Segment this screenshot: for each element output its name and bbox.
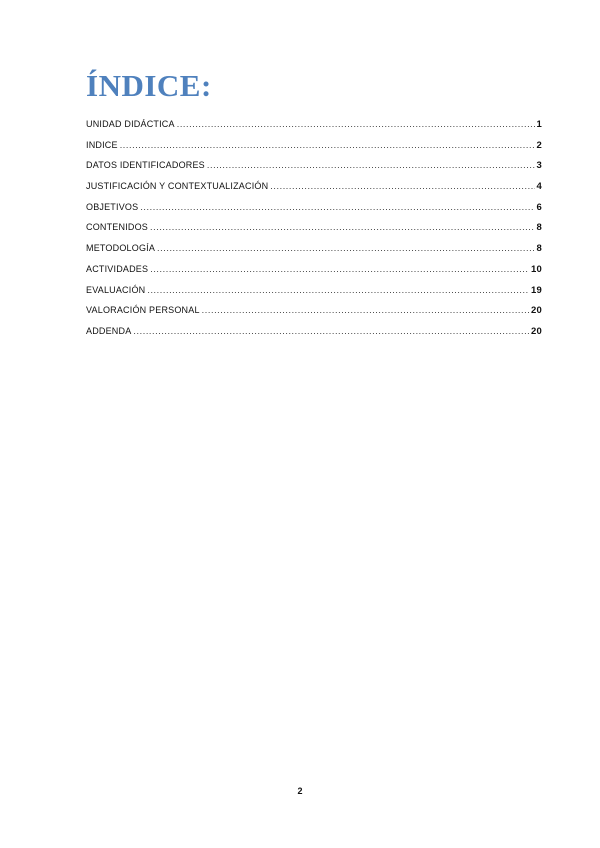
toc-dot-leader <box>202 303 529 317</box>
toc-dot-leader <box>133 324 529 338</box>
toc-entry[interactable] <box>86 283 542 304</box>
table-of-contents <box>86 117 542 345</box>
toc-dot-leader <box>177 117 535 131</box>
toc-entry-page: 20 <box>531 305 542 317</box>
toc-dot-leader <box>157 241 534 255</box>
toc-entry-label: UNIDAD DIDÁCTICA <box>86 119 175 129</box>
toc-entry-label: EVALUACIÓN <box>86 284 146 295</box>
toc-entry[interactable] <box>86 220 542 241</box>
index-title: ÍNDICE: <box>86 68 212 103</box>
toc-entry-page: 8 <box>536 222 542 234</box>
toc-entry-page: 6 <box>536 201 542 213</box>
toc-entry[interactable] <box>86 117 542 138</box>
toc-entry-page: 10 <box>531 263 542 275</box>
toc-entry-label: ACTIVIDADES <box>86 263 149 274</box>
toc-entry[interactable] <box>86 179 542 200</box>
toc-entry-label: CONTENIDOS <box>86 222 149 233</box>
toc-entry-label: INDICE <box>86 139 118 150</box>
toc-entry[interactable] <box>86 324 542 345</box>
toc-entry-page: 20 <box>531 325 542 337</box>
toc-entry[interactable] <box>86 303 542 324</box>
toc-entry-label: JUSTIFICACIÓN Y CONTEXTUALIZACIÓN <box>86 181 269 192</box>
toc-dot-leader <box>150 220 535 234</box>
toc-dot-leader <box>270 179 534 193</box>
page-number: 2 <box>297 786 303 796</box>
toc-entry[interactable] <box>86 262 542 283</box>
toc-dot-leader <box>147 283 529 297</box>
toc-entry-label: OBJETIVOS <box>86 201 139 212</box>
toc-entry-label: METODOLOGÍA <box>86 243 156 254</box>
toc-entry-page: 8 <box>536 243 542 255</box>
toc-entry-page: 19 <box>531 284 542 296</box>
toc-entry-page: 1 <box>536 119 542 130</box>
toc-entry[interactable] <box>86 241 542 262</box>
toc-entry-label: DATOS IDENTIFICADORES <box>86 160 205 171</box>
toc-entry-label: VALORACIÓN PERSONAL <box>86 305 200 316</box>
toc-dot-leader <box>150 262 529 276</box>
toc-entry-page: 2 <box>536 139 542 151</box>
toc-entry[interactable] <box>86 200 542 221</box>
toc-entry-page: 4 <box>536 181 542 193</box>
toc-dot-leader <box>207 158 535 172</box>
toc-dot-leader <box>120 138 535 152</box>
toc-dot-leader <box>140 200 534 214</box>
toc-entry-page: 3 <box>536 160 542 172</box>
toc-entry-label: ADDENDA <box>86 325 132 336</box>
toc-entry[interactable] <box>86 138 542 159</box>
toc-entry[interactable] <box>86 158 542 179</box>
